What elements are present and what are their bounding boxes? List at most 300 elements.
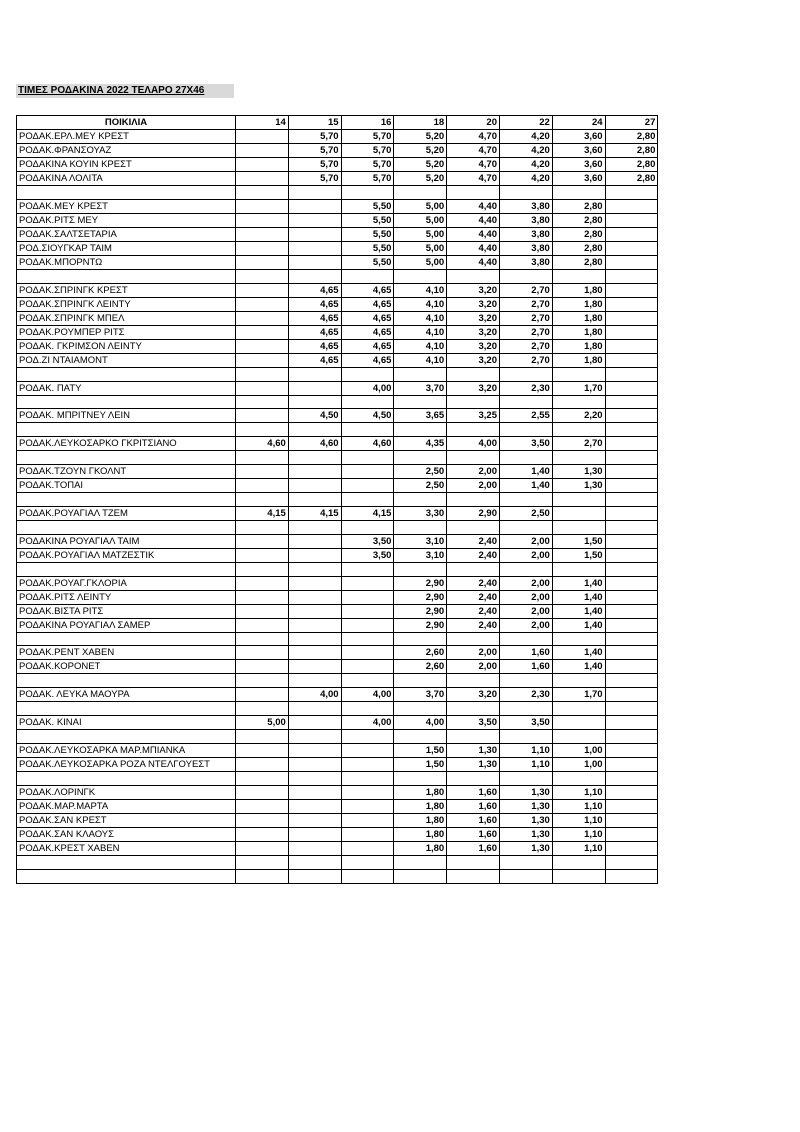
price-cell: [447, 520, 500, 534]
variety-cell: [17, 395, 236, 409]
price-cell: 5,00: [394, 199, 447, 213]
price-cell: 1,60: [447, 827, 500, 841]
price-cell: 3,65: [394, 409, 447, 423]
price-cell: [394, 423, 447, 437]
price-cell: [236, 213, 289, 227]
price-cell: [288, 660, 341, 674]
price-cell: [236, 493, 289, 507]
price-cell: [605, 674, 658, 688]
price-cell: 4,40: [447, 213, 500, 227]
price-cell: 1,60: [447, 813, 500, 827]
table-row: [17, 799, 658, 813]
variety-cell: ΡΟΔΑΚ.ΜΠΟΡΝΤΩ: [17, 255, 236, 269]
price-cell: 4,00: [288, 688, 341, 702]
price-cell: 2,70: [499, 283, 552, 297]
price-cell: [288, 827, 341, 841]
price-cell: 1,60: [499, 660, 552, 674]
price-cell: 4,00: [447, 437, 500, 451]
price-cell: [341, 632, 394, 646]
price-cell: [605, 255, 658, 269]
variety-cell: ΡΟΔΑΚ.ΡΕΝΤ ΧΑΒΕΝ: [17, 646, 236, 660]
price-cell: 4,35: [394, 437, 447, 451]
price-cell: 3,50: [499, 716, 552, 730]
variety-cell: ΡΟΔΑΚ.ΤΖΟΥΝ ΓΚΟΛΝΤ: [17, 465, 236, 479]
table-row: [17, 702, 658, 716]
table-row: [17, 311, 658, 325]
table-row: [17, 632, 658, 646]
price-cell: [394, 730, 447, 744]
price-cell: 4,65: [341, 353, 394, 367]
price-cell: [341, 395, 394, 409]
price-cell: 4,00: [341, 381, 394, 395]
price-cell: [605, 618, 658, 632]
table-row: [17, 437, 658, 451]
price-cell: [605, 186, 658, 200]
price-cell: [394, 367, 447, 381]
table-row: [17, 688, 658, 702]
price-cell: [447, 451, 500, 465]
price-cell: [236, 172, 289, 186]
price-cell: [288, 186, 341, 200]
price-cell: [552, 395, 605, 409]
price-cell: 1,10: [552, 813, 605, 827]
price-cell: [605, 199, 658, 213]
variety-cell: ΡΟΔΑΚ. ΓΚΡΙΜΣΟΝ ΛΕΙΝΤΥ: [17, 339, 236, 353]
price-cell: [341, 590, 394, 604]
price-cell: 1,30: [447, 757, 500, 771]
variety-cell: [17, 367, 236, 381]
price-table: [16, 115, 658, 884]
price-cell: 2,50: [499, 506, 552, 520]
price-cell: [605, 743, 658, 757]
table-row: [17, 325, 658, 339]
price-cell: 2,00: [499, 548, 552, 562]
price-cell: 4,65: [341, 325, 394, 339]
price-cell: [605, 548, 658, 562]
price-cell: 1,30: [499, 841, 552, 855]
table-row: [17, 757, 658, 771]
price-cell: 1,60: [447, 799, 500, 813]
price-cell: 2,00: [499, 618, 552, 632]
price-cell: [605, 213, 658, 227]
price-cell: [236, 186, 289, 200]
table-row: [17, 618, 658, 632]
price-cell: [447, 269, 500, 283]
price-cell: 4,40: [447, 227, 500, 241]
price-cell: 4,50: [288, 409, 341, 423]
price-cell: [394, 451, 447, 465]
price-cell: [605, 590, 658, 604]
price-cell: 4,60: [341, 437, 394, 451]
price-cell: 1,10: [552, 785, 605, 799]
price-cell: 5,70: [288, 158, 341, 172]
price-cell: [605, 409, 658, 423]
variety-cell: ΡΟΔΑΚ.ΛΟΡΙΝΓΚ: [17, 785, 236, 799]
price-cell: [236, 395, 289, 409]
table-row: [17, 548, 658, 562]
price-cell: [552, 716, 605, 730]
price-cell: 4,65: [341, 297, 394, 311]
price-cell: [341, 702, 394, 716]
price-cell: [288, 590, 341, 604]
price-cell: [499, 451, 552, 465]
price-cell: [288, 869, 341, 883]
price-cell: [341, 604, 394, 618]
price-cell: [236, 283, 289, 297]
price-cell: [394, 855, 447, 869]
price-cell: [288, 813, 341, 827]
price-cell: [605, 841, 658, 855]
price-cell: [341, 618, 394, 632]
price-cell: [288, 743, 341, 757]
price-cell: [394, 632, 447, 646]
price-cell: 2,80: [552, 241, 605, 255]
price-cell: [288, 520, 341, 534]
price-cell: 5,20: [394, 172, 447, 186]
price-cell: 5,00: [236, 716, 289, 730]
price-cell: 1,80: [552, 339, 605, 353]
price-cell: [605, 395, 658, 409]
price-cell: 1,70: [552, 381, 605, 395]
price-cell: [236, 702, 289, 716]
price-cell: [288, 841, 341, 855]
price-cell: 2,70: [499, 325, 552, 339]
price-cell: 3,20: [447, 381, 500, 395]
price-cell: 4,70: [447, 172, 500, 186]
table-row: [17, 562, 658, 576]
price-cell: [552, 506, 605, 520]
price-cell: [447, 730, 500, 744]
price-cell: 4,10: [394, 311, 447, 325]
price-cell: [499, 855, 552, 869]
price-cell: [394, 493, 447, 507]
variety-cell: ΡΟΔ.ΣΙΟΥΓΚΑΡ ΤΑΙΜ: [17, 241, 236, 255]
price-cell: 2,20: [552, 409, 605, 423]
table-row: [17, 409, 658, 423]
price-cell: [605, 799, 658, 813]
price-cell: 3,20: [447, 339, 500, 353]
price-cell: 1,60: [499, 646, 552, 660]
price-cell: [341, 646, 394, 660]
table-row: [17, 297, 658, 311]
price-cell: [236, 799, 289, 813]
price-cell: [605, 269, 658, 283]
price-cell: [499, 186, 552, 200]
price-cell: [236, 785, 289, 799]
price-cell: 2,80: [605, 144, 658, 158]
price-cell: 1,80: [552, 325, 605, 339]
price-cell: [447, 855, 500, 869]
table-row: [17, 674, 658, 688]
price-cell: 3,20: [447, 311, 500, 325]
price-cell: 1,40: [499, 465, 552, 479]
price-cell: [447, 367, 500, 381]
price-cell: [605, 646, 658, 660]
price-cell: [605, 785, 658, 799]
table-row: [17, 367, 658, 381]
variety-cell: ΡΟΔΑΚ.ΣΠΡΙΝΓΚ ΜΠΕΛ: [17, 311, 236, 325]
variety-cell: [17, 520, 236, 534]
price-cell: 4,65: [341, 339, 394, 353]
price-cell: 4,50: [341, 409, 394, 423]
price-cell: [288, 548, 341, 562]
price-cell: [236, 548, 289, 562]
price-cell: 5,70: [288, 144, 341, 158]
price-cell: [288, 702, 341, 716]
variety-cell: ΡΟΔΑΚ.ΡΟΥΜΠΕΡ ΡΙΤΣ: [17, 325, 236, 339]
price-cell: [288, 395, 341, 409]
price-cell: [236, 269, 289, 283]
price-cell: 2,70: [552, 437, 605, 451]
price-cell: 2,40: [447, 534, 500, 548]
price-cell: [499, 269, 552, 283]
variety-cell: ΡΟΔΑΚΙΝΑ ΛΟΛΙΤΑ: [17, 172, 236, 186]
price-cell: 4,65: [341, 283, 394, 297]
table-row: [17, 172, 658, 186]
price-cell: [605, 730, 658, 744]
price-cell: [341, 493, 394, 507]
table-row: [17, 869, 658, 883]
column-header-size: 20: [447, 116, 500, 130]
price-cell: 5,50: [341, 255, 394, 269]
price-cell: [605, 506, 658, 520]
price-cell: [341, 186, 394, 200]
table-row: [17, 353, 658, 367]
price-cell: [605, 297, 658, 311]
variety-cell: ΡΟΔΑΚ. ΚΙΝΑΙ: [17, 716, 236, 730]
price-cell: 2,80: [552, 255, 605, 269]
column-header-size: 22: [499, 116, 552, 130]
price-cell: 1,10: [552, 799, 605, 813]
price-cell: 3,60: [552, 130, 605, 144]
price-cell: [236, 618, 289, 632]
price-cell: 4,65: [288, 311, 341, 325]
price-cell: [288, 241, 341, 255]
price-cell: 1,60: [447, 785, 500, 799]
price-cell: 4,20: [499, 172, 552, 186]
variety-cell: [17, 186, 236, 200]
price-cell: [288, 855, 341, 869]
column-header-size: 18: [394, 116, 447, 130]
price-cell: 5,70: [288, 130, 341, 144]
variety-cell: [17, 423, 236, 437]
price-cell: 2,80: [552, 199, 605, 213]
table-row: [17, 827, 658, 841]
price-cell: 2,90: [394, 576, 447, 590]
price-cell: 1,80: [394, 799, 447, 813]
column-header-size: 27: [605, 116, 658, 130]
price-cell: [236, 255, 289, 269]
price-cell: 5,00: [394, 255, 447, 269]
price-cell: 1,80: [552, 283, 605, 297]
price-cell: [288, 367, 341, 381]
price-cell: 4,10: [394, 339, 447, 353]
variety-cell: ΡΟΔΑΚ.ΣΑΛΤΣΕΤΑΡΙΑ: [17, 227, 236, 241]
price-cell: [288, 213, 341, 227]
price-cell: [552, 451, 605, 465]
price-cell: 2,00: [499, 590, 552, 604]
price-cell: [236, 827, 289, 841]
variety-cell: [17, 771, 236, 785]
price-cell: 1,40: [552, 660, 605, 674]
price-cell: 2,50: [394, 479, 447, 493]
price-cell: [499, 493, 552, 507]
price-cell: [499, 771, 552, 785]
variety-cell: ΡΟΔΑΚ.ΡΙΤΣ ΜΕΥ: [17, 213, 236, 227]
variety-cell: ΡΟΔΑΚ.ΚΡΕΣΤ ΧΑΒΕΝ: [17, 841, 236, 855]
price-cell: 2,40: [447, 548, 500, 562]
price-cell: [394, 269, 447, 283]
variety-cell: [17, 632, 236, 646]
price-cell: [447, 562, 500, 576]
price-cell: [341, 841, 394, 855]
price-cell: 3,20: [447, 283, 500, 297]
price-cell: 4,10: [394, 353, 447, 367]
price-cell: 5,70: [341, 130, 394, 144]
price-cell: 1,80: [552, 353, 605, 367]
price-cell: 5,20: [394, 130, 447, 144]
price-cell: [605, 353, 658, 367]
price-cell: 4,65: [288, 283, 341, 297]
price-cell: [236, 311, 289, 325]
table-row: [17, 213, 658, 227]
price-cell: [605, 465, 658, 479]
variety-cell: ΡΟΔΑΚ.ΕΡΛ.ΜΕΥ ΚΡΕΣΤ: [17, 130, 236, 144]
table-row: [17, 855, 658, 869]
variety-cell: ΡΟΔΑΚ.ΣΠΡΙΝΓΚ ΚΡΕΣΤ: [17, 283, 236, 297]
price-cell: [447, 674, 500, 688]
price-cell: 4,40: [447, 241, 500, 255]
table-row: [17, 186, 658, 200]
variety-cell: [17, 730, 236, 744]
price-cell: [288, 618, 341, 632]
price-cell: 4,40: [447, 199, 500, 213]
price-cell: 1,80: [394, 785, 447, 799]
price-cell: 2,00: [447, 646, 500, 660]
table-row: [17, 730, 658, 744]
price-cell: [236, 841, 289, 855]
column-header-variety: ΠΟΙΚΙΛΙΑ: [17, 116, 236, 130]
table-row: [17, 590, 658, 604]
price-cell: 1,10: [552, 827, 605, 841]
price-cell: [236, 339, 289, 353]
price-cell: 1,70: [552, 688, 605, 702]
price-cell: [552, 730, 605, 744]
price-cell: 2,00: [447, 465, 500, 479]
price-cell: 4,15: [341, 506, 394, 520]
price-cell: 2,30: [499, 381, 552, 395]
price-cell: 1,30: [499, 827, 552, 841]
price-cell: [499, 869, 552, 883]
price-cell: [236, 409, 289, 423]
price-cell: [552, 771, 605, 785]
variety-cell: [17, 702, 236, 716]
price-cell: 1,50: [552, 534, 605, 548]
price-cell: 1,10: [499, 757, 552, 771]
price-cell: 4,70: [447, 158, 500, 172]
variety-cell: ΡΟΔΑΚ.ΡΙΤΣ ΛΕΙΝΤΥ: [17, 590, 236, 604]
price-cell: [288, 799, 341, 813]
price-cell: 4,65: [288, 339, 341, 353]
price-cell: [288, 423, 341, 437]
table-header-row: [17, 116, 658, 130]
price-cell: [236, 227, 289, 241]
price-cell: 2,70: [499, 339, 552, 353]
price-cell: [236, 604, 289, 618]
price-cell: [236, 423, 289, 437]
price-cell: [394, 520, 447, 534]
price-cell: [288, 674, 341, 688]
price-cell: 2,60: [394, 646, 447, 660]
price-cell: [341, 757, 394, 771]
price-cell: [552, 186, 605, 200]
price-cell: 3,80: [499, 213, 552, 227]
price-cell: 2,00: [447, 479, 500, 493]
price-cell: 4,00: [341, 688, 394, 702]
price-cell: [605, 632, 658, 646]
price-cell: [605, 534, 658, 548]
variety-cell: ΡΟΔΑΚ.ΦΡΑΝΣΟΥΑΖ: [17, 144, 236, 158]
table-row: [17, 660, 658, 674]
price-cell: 5,50: [341, 199, 394, 213]
price-cell: 1,30: [499, 813, 552, 827]
price-cell: [288, 730, 341, 744]
table-row: [17, 506, 658, 520]
price-cell: 2,00: [499, 604, 552, 618]
price-cell: [288, 757, 341, 771]
variety-cell: ΡΟΔΑΚ.ΛΕΥΚΟΣΑΡΚΟ ΓΚΡΙΤΣΙΑΝΟ: [17, 437, 236, 451]
price-cell: [341, 479, 394, 493]
table-row: [17, 771, 658, 785]
price-cell: 3,80: [499, 199, 552, 213]
price-cell: [341, 660, 394, 674]
price-cell: [236, 241, 289, 255]
price-cell: 4,00: [394, 716, 447, 730]
price-cell: 1,80: [552, 311, 605, 325]
table-row: [17, 158, 658, 172]
price-cell: [605, 423, 658, 437]
price-cell: [236, 674, 289, 688]
price-cell: 5,00: [394, 213, 447, 227]
price-cell: 5,00: [394, 241, 447, 255]
price-cell: 3,60: [552, 158, 605, 172]
table-row: [17, 423, 658, 437]
price-cell: [236, 855, 289, 869]
price-cell: 2,80: [552, 213, 605, 227]
price-cell: 3,50: [341, 548, 394, 562]
price-cell: 5,70: [341, 144, 394, 158]
price-cell: 2,80: [605, 130, 658, 144]
price-cell: [394, 674, 447, 688]
table-row: [17, 339, 658, 353]
price-cell: [605, 660, 658, 674]
price-cell: 5,50: [341, 213, 394, 227]
price-cell: [394, 395, 447, 409]
table-row: [17, 520, 658, 534]
price-cell: 2,50: [394, 465, 447, 479]
price-cell: 3,10: [394, 548, 447, 562]
price-cell: [605, 437, 658, 451]
price-cell: [341, 869, 394, 883]
price-cell: [288, 785, 341, 799]
price-cell: [236, 660, 289, 674]
column-header-size: 15: [288, 116, 341, 130]
price-cell: 4,70: [447, 130, 500, 144]
variety-cell: ΡΟΔΑΚ. ΜΠΡΙΤΝΕΥ ΛΕΙΝ: [17, 409, 236, 423]
table-row: [17, 465, 658, 479]
price-cell: [499, 562, 552, 576]
column-header-size: 16: [341, 116, 394, 130]
